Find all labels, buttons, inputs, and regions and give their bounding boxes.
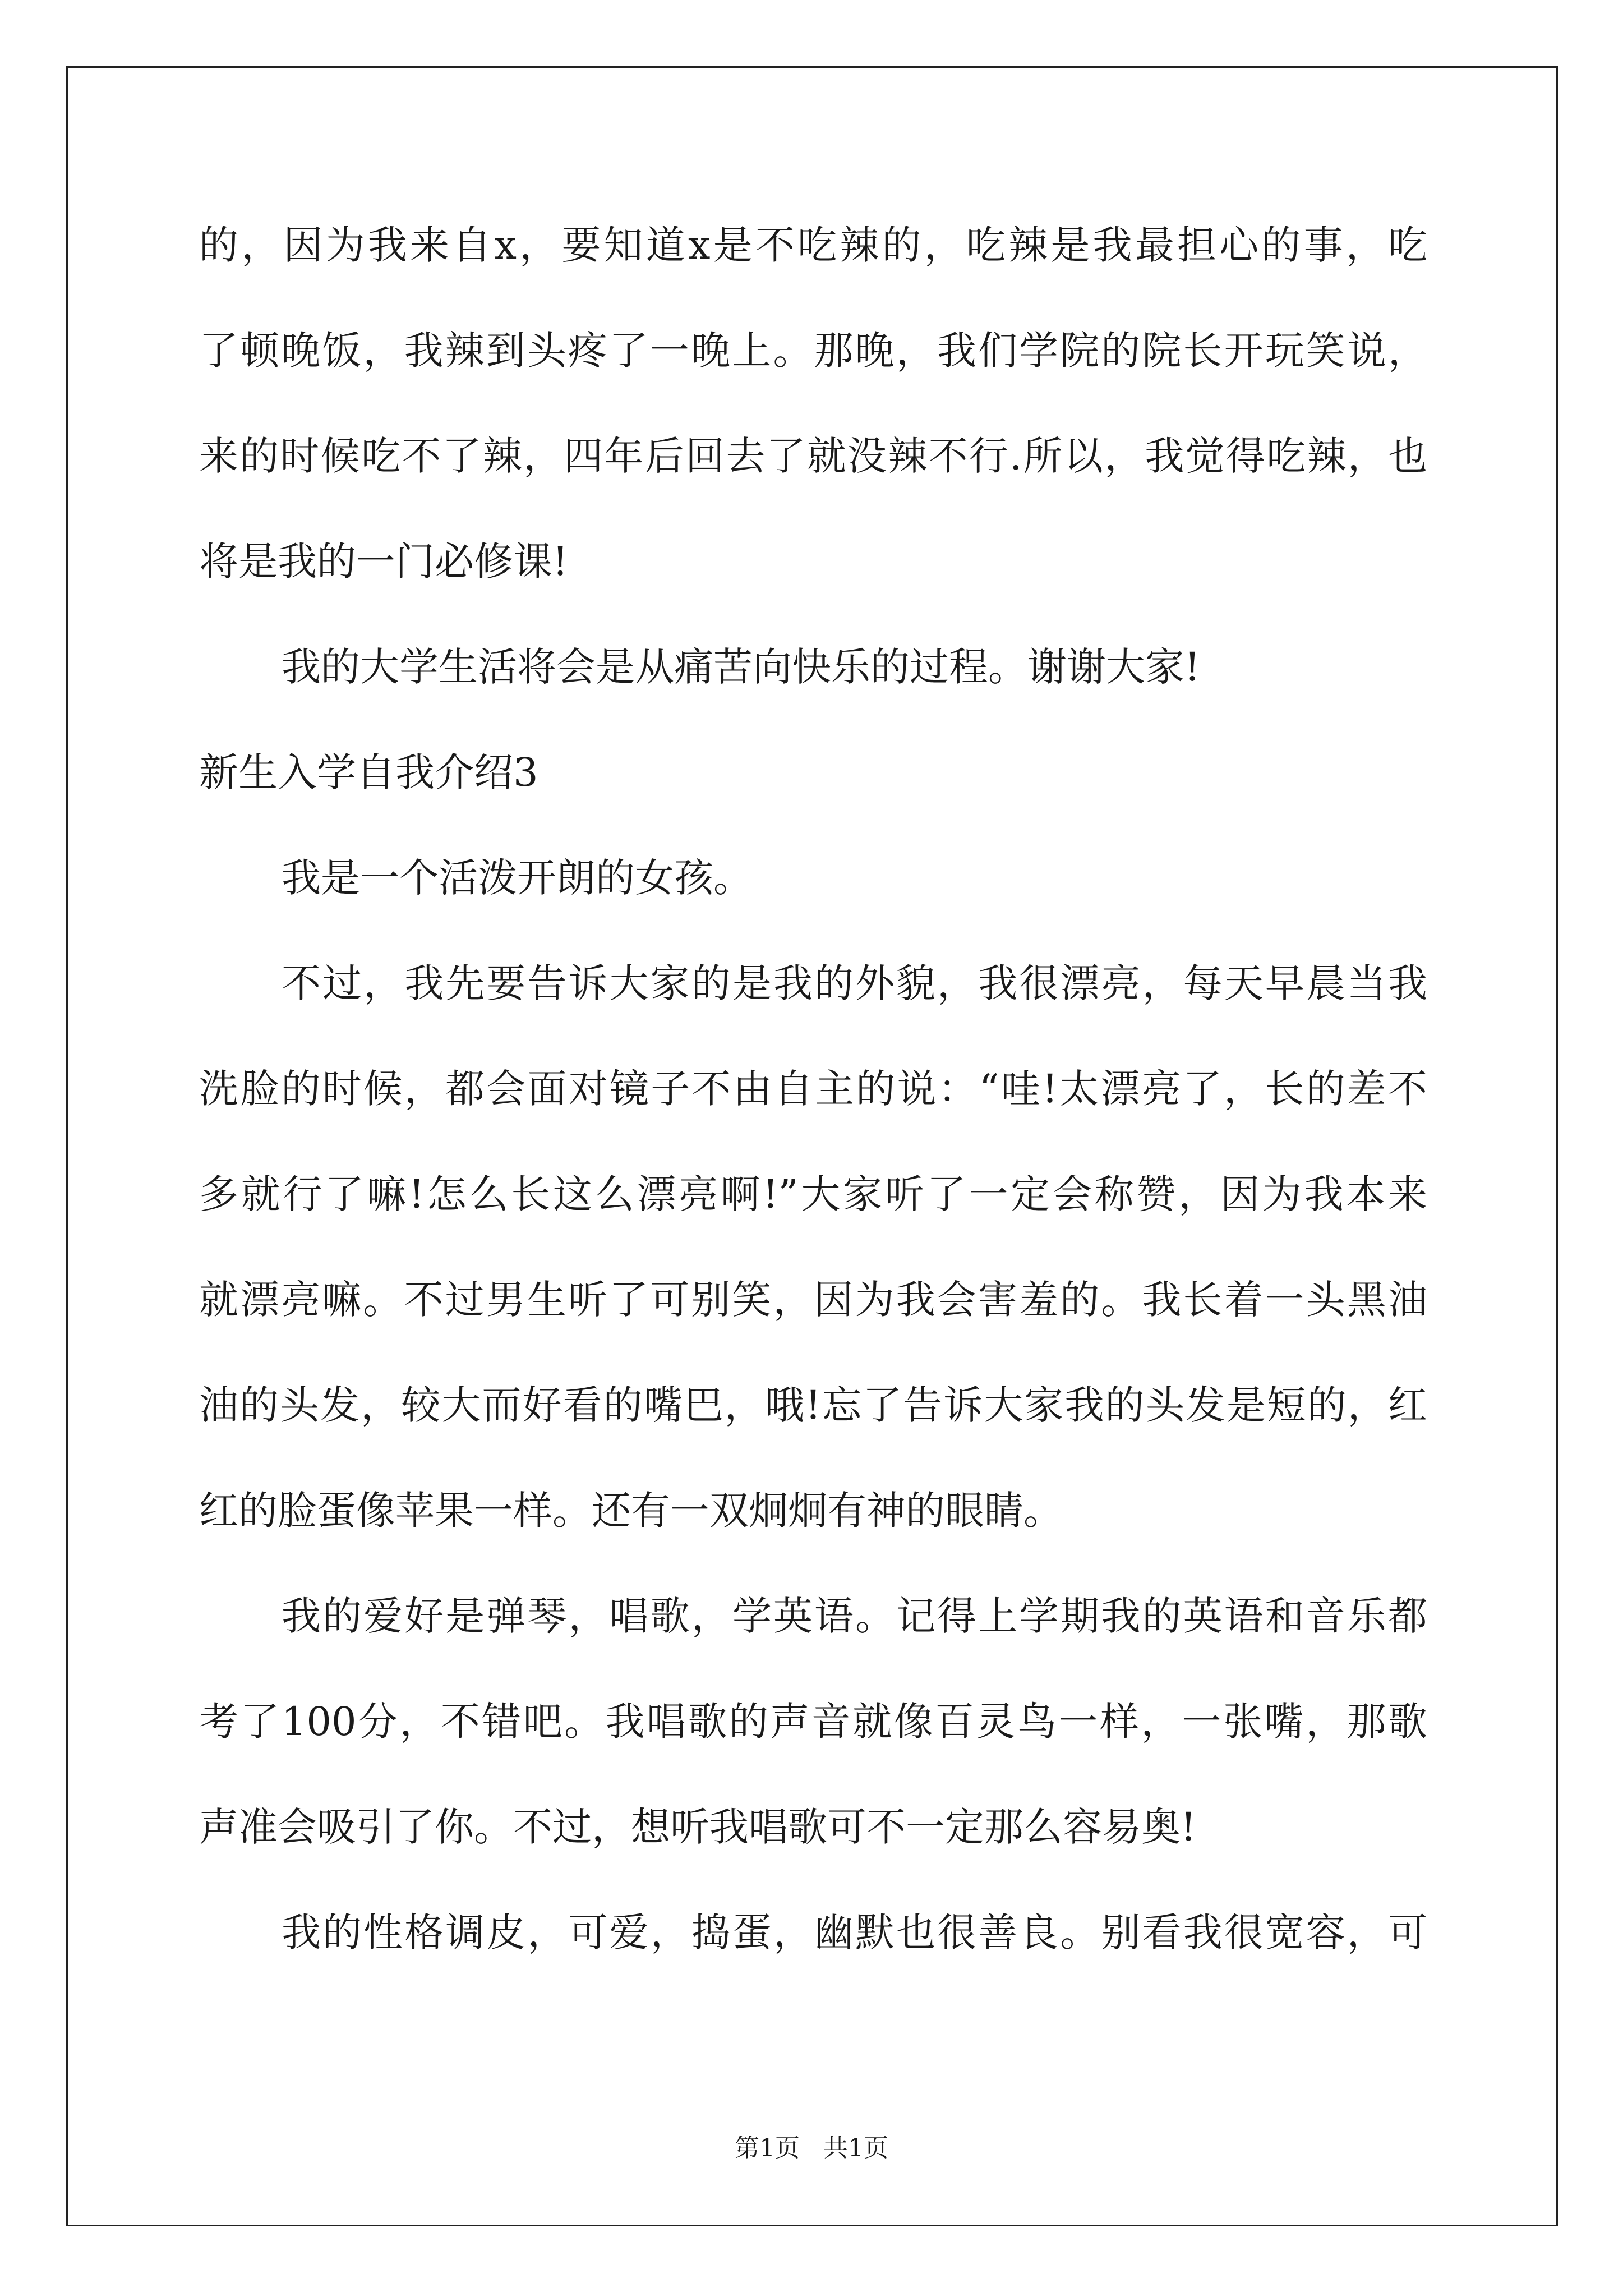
text-line-7: 我是一个活泼开朗的女孩。 bbox=[282, 855, 753, 901]
section-heading: 新生入学自我介绍3 bbox=[199, 749, 538, 795]
text-line-8: 不过，我先要告诉大家的是我的外貌，我很漂亮，每天早晨当我 bbox=[282, 960, 1427, 1006]
text-line-17: 我的性格调皮，可爱，捣蛋，幽默也很善良。别看我很宽容，可 bbox=[282, 1910, 1427, 1955]
page-footer: 第1页 共1页 bbox=[735, 2134, 888, 2162]
text-line-1: 的，因为我来自x，要知道x是不吃辣的，吃辣是我最担心的事，吃 bbox=[199, 222, 1427, 268]
text-line-9: 洗脸的时候，都会面对镜子不由自主的说：“哇!太漂亮了，长的差不 bbox=[199, 1066, 1427, 1112]
text-line-13: 红的脸蛋像苹果一样。还有一双炯炯有神的眼睛。 bbox=[199, 1488, 1063, 1534]
text-line-4: 将是我的一门必修课! bbox=[199, 539, 569, 585]
text-line-14: 我的爱好是弹琴，唱歌，学英语。记得上学期我的英语和音乐都 bbox=[282, 1593, 1427, 1639]
text-line-2: 了顿晚饭，我辣到头疼了一晚上。那晚，我们学院的院长开玩笑说， bbox=[199, 328, 1427, 374]
text-line-5: 我的大学生活将会是从痛苦向快乐的过程。谢谢大家! bbox=[282, 644, 1201, 690]
text-line-16: 声准会吸引了你。不过，想听我唱歌可不一定那么容易奥! bbox=[199, 1804, 1197, 1850]
text-line-10: 多就行了嘛!怎么长这么漂亮啊!”大家听了一定会称赞，因为我本来 bbox=[199, 1171, 1427, 1217]
text-line-3: 来的时候吃不了辣，四年后回去了就没辣不行.所以，我觉得吃辣，也 bbox=[199, 433, 1427, 479]
text-line-12: 油的头发，较大而好看的嘴巴，哦!忘了告诉大家我的头发是短的，红 bbox=[199, 1382, 1427, 1428]
text-line-11: 就漂亮嘛。不过男生听了可别笑，因为我会害羞的。我长着一头黑油 bbox=[199, 1277, 1427, 1323]
document-body bbox=[199, 219, 1433, 2070]
text-line-15: 考了100分，不错吧。我唱歌的声音就像百灵鸟一样，一张嘴，那歌 bbox=[199, 1699, 1427, 1745]
